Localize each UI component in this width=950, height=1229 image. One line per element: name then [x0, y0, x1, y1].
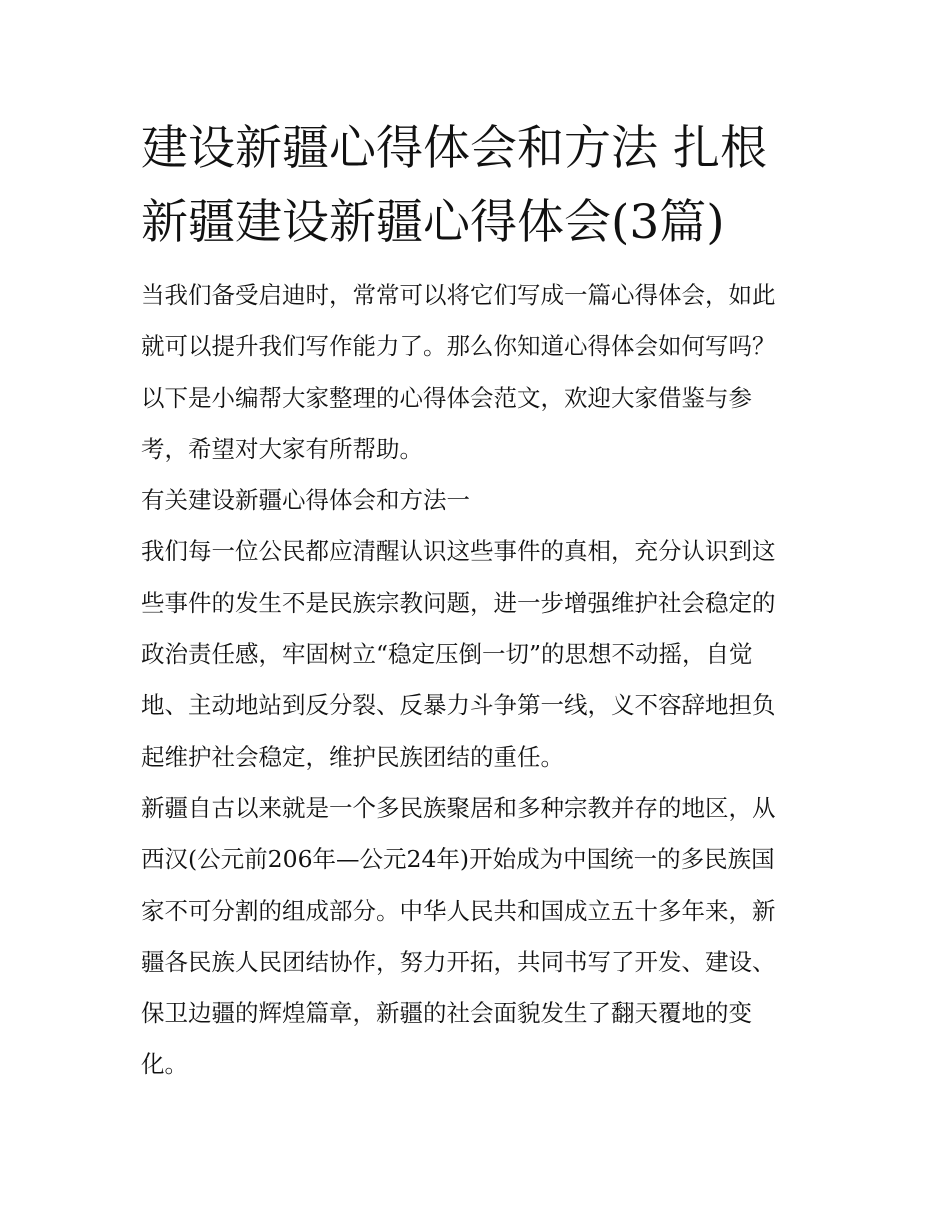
text-line: 就可以提升我们写作能力了。那么你知道心得体会如何写吗？: [141, 332, 776, 361]
text-line: 疆各民族人民团结协作，努力开拓，共同书写了开发、建设、: [141, 947, 776, 976]
text-line: 家不可分割的组成部分。中华人民共和国成立五十多年来，新: [141, 896, 776, 925]
text-line: 新疆自古以来就是一个多民族聚居和多种宗教并存的地区，从: [141, 793, 776, 822]
text-line: 地、主动地站到反分裂、反暴力斗争第一线，义不容辞地担负: [141, 691, 776, 720]
text-line: 保卫边疆的辉煌篇章，新疆的社会面貌发生了翻天覆地的变: [141, 999, 752, 1028]
title-line: 新疆建设新疆心得体会(3篇): [141, 195, 725, 250]
text-line: 当我们备受启迪时，常常可以将它们写成一篇心得体会，如此: [141, 281, 776, 309]
section-heading-text: 有关建设新疆心得体会和方法一: [141, 486, 470, 515]
text-line: 考，希望对大家有所帮助。: [141, 434, 423, 463]
text-line: 起维护社会稳定，维护民族团结的重任。: [141, 742, 564, 771]
section-heading: [141, 475, 813, 526]
text-line: 西汉(公元前206年—公元24年)开始成为中国统一的多民族国: [141, 845, 775, 874]
document-body: [141, 270, 813, 1091]
text-line: 我们每一位公民都应清醒认识这些事件的真相，充分认识到这: [141, 537, 776, 566]
paragraph-2: [141, 783, 813, 1091]
document-page: [141, 112, 813, 1091]
intro-paragraph: [141, 270, 813, 475]
paragraph-1: [141, 526, 813, 782]
text-line: 政治责任感，牢固树立“稳定压倒一切”的思想不动摇，自觉: [141, 640, 753, 669]
document-title: [141, 112, 813, 260]
text-line: 化。: [141, 1050, 188, 1079]
text-line: 以下是小编帮大家整理的心得体会范文，欢迎大家借鉴与参: [141, 383, 752, 412]
title-line: 建设新疆心得体会和方法 扎根: [141, 121, 767, 176]
text-line: 些事件的发生不是民族宗教问题，进一步增强维护社会稳定的: [141, 588, 776, 617]
